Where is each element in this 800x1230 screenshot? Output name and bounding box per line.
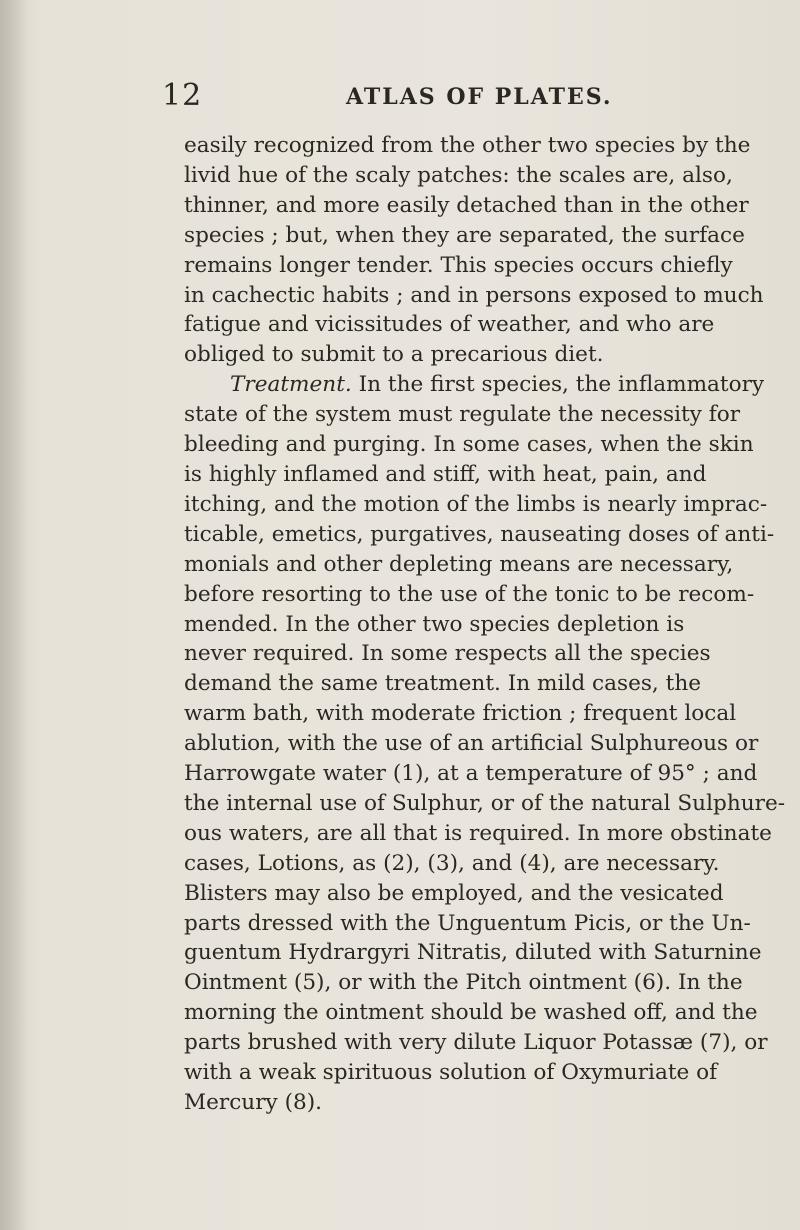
text-line: ticable, emetics, purgatives, nauseating doses of anti- [184,521,775,547]
text-line: monials and other depleting means are necessary, [184,551,734,577]
text-line: easily recognized from the other two species by the [184,133,751,158]
page-gutter-shadow [0,0,28,1230]
page-number: 12 [162,78,203,113]
text-line: parts brushed with very dilute Liquor Potassæ (7), or [184,1030,768,1056]
text-line: morning the ointment should be washed off, and the [184,1000,758,1026]
text-line: is highly inflamed and stiff, with heat, pain, and [184,461,707,487]
text-line: Ointment (5), or with the Pitch ointment (6). In the [184,970,743,996]
text-line: never required. In some respects all the species [184,641,711,667]
text-line: fatigue and vicissitudes of weather, and who are [184,312,715,338]
text-line-treatment: Treatment. In the first species, the inflammatory [230,372,765,398]
text-line: ablution, with the use of an artificial Sulphureous or [184,731,759,757]
text-line: demand the same treatment. In mild cases, the [184,671,702,697]
text-line: mended. In the other two species depletion is [184,611,685,637]
page-header [100,78,700,118]
text-line: cases, Lotions, as (2), (3), and (4), are necessary. [184,850,720,876]
text-line: ous waters, are all that is required. In more obstinate [184,820,772,846]
text-line: parts dressed with the Unguentum Picis, or the Un- [184,910,751,936]
text-line: livid hue of the scaly patches: the scales are, also, [184,162,733,188]
text-line: the internal use of Sulphur, or of the natural Sulphure- [184,790,786,816]
text-line: obliged to submit to a precarious diet. [184,342,604,368]
text-line: in cachectic habits ; and in persons exposed to much [184,282,764,308]
text-line: state of the system must regulate the necessity for [184,402,741,428]
text-line: Mercury (8). [184,1090,323,1115]
text-line: before resorting to the use of the tonic to be recom- [184,581,755,607]
text-line: Blisters may also be employed, and the vesicated [184,880,724,906]
text-line: warm bath, with moderate friction ; frequent local [184,701,737,727]
text-line: itching, and the motion of the limbs is nearly imprac- [184,491,768,517]
text-line: remains longer tender. This species occurs chiefly [184,252,733,278]
text-line: Harrowgate water (1), at a temperature of 95° ; and [184,761,758,787]
text-line: guentum Hydrargyri Nitratis, diluted with Saturnine [184,940,762,966]
text-line: species ; but, when they are separated, the surface [184,222,745,248]
running-title: ATLAS OF PLATES. [346,84,613,110]
text-line: with a weak spirituous solution of Oxymuriate of [184,1060,718,1086]
text-line: bleeding and purging. In some cases, when the skin [184,432,754,458]
body-text [184,131,786,1118]
text-line: thinner, and more easily detached than in the other [184,192,749,218]
